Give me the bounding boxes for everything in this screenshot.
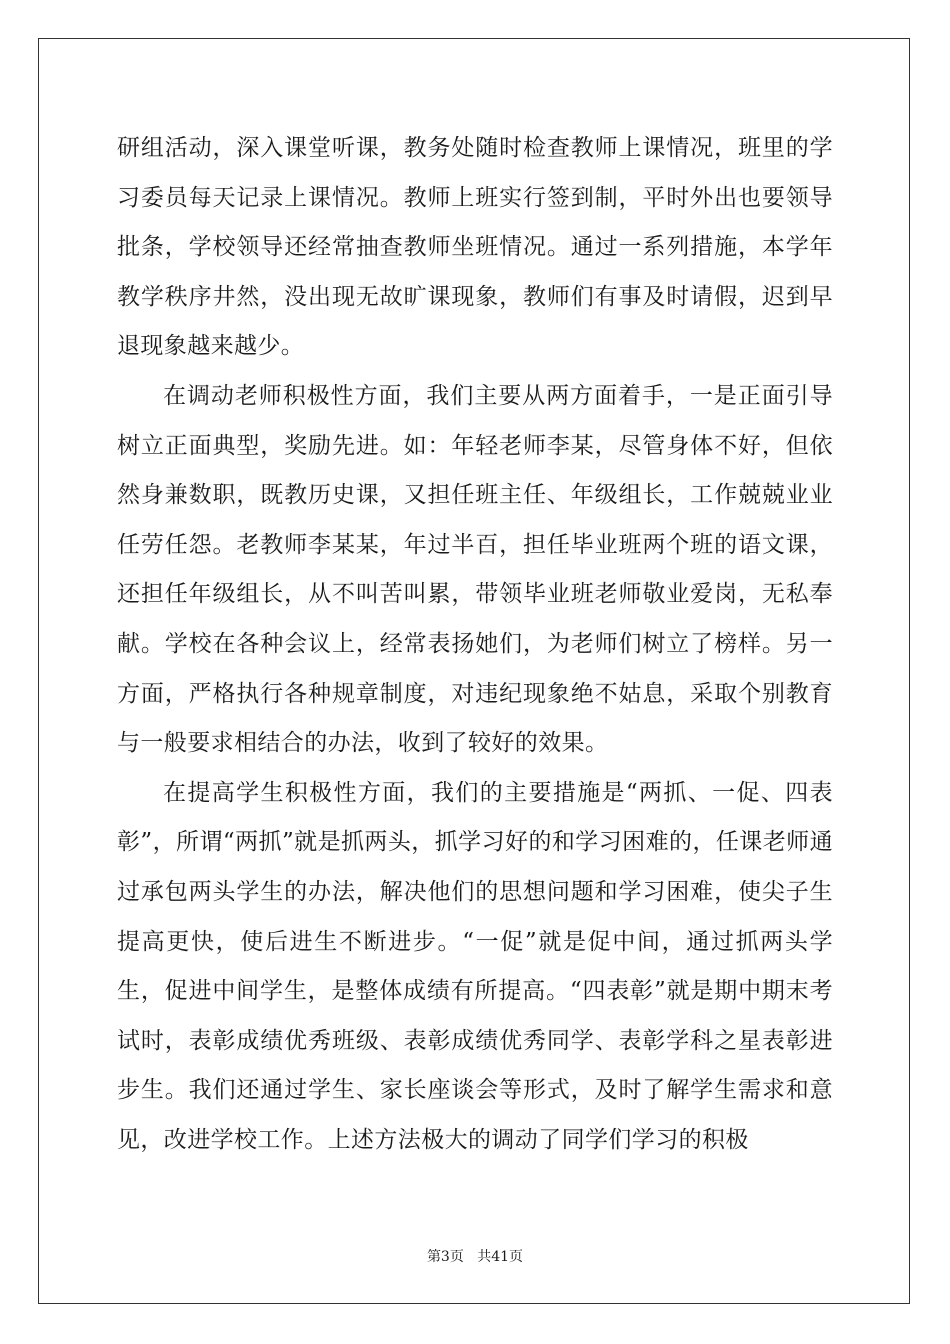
page-number: 第3页 <box>426 1249 464 1265</box>
total-pages: 共41页 <box>477 1249 524 1265</box>
paragraph-2: 在调动老师积极性方面，我们主要从两方面着手，一是正面引导树立正面典型，奖励先进。如：年轻老师李某，尽管身体不好，但依然身兼数职，既教历史课，又担任班主任、年级组长，工作兢兢业业任劳任怨。老教师李某某，年过半百，担任毕业班两个班的语文课，还担任年级组长，从不叫苦叫累，带领毕业班老师敬业爱岗，无私奉献。学校在各种会议上，经常表扬她们，为老师们树立了榜样。另一方面，严格执行各种规章制度，对违纪现象绝不姑息，采取个别教育与一般要求相结合的办法，收到了较好的效果。 <box>117 382 833 757</box>
paragraph-3: 在提高学生积极性方面，我们的主要措施是“两抓、一促、四表彰”，所谓“两抓”就是抓两头，抓学习好的和学习困难的，任课老师通过承包两头学生的办法，解决他们的思想问题和学习困难，使尖子生提高更快，使后进生不断进步。“一促”就是促中间，通过抓两头学生，促进中间学生，是整体成绩有所提高。“四表彰”就是期中期末考试时，表彰成绩优秀班级、表彰成绩优秀同学、表彰学科之星表彰进步生。我们还通过学生、家长座谈会等形式，及时了解学生需求和意见，改进学校工作。上述方法极大的调动了同学们学习的积极 <box>117 779 833 1153</box>
document-body <box>117 124 833 1165</box>
paragraph-1: 研组活动，深入课堂听课，教务处随时检查教师上课情况，班里的学习委员每天记录上课情况。教师上班实行签到制，平时外出也要领导批条，学校领导还经常抽查教师坐班情况。通过一系列措施，本学年教学秩序井然，没出现无故旷课现象，教师们有事及时请假，迟到早退现象越来越少。 <box>117 135 833 360</box>
footer-gap <box>464 1249 477 1265</box>
page-footer <box>0 1248 950 1266</box>
